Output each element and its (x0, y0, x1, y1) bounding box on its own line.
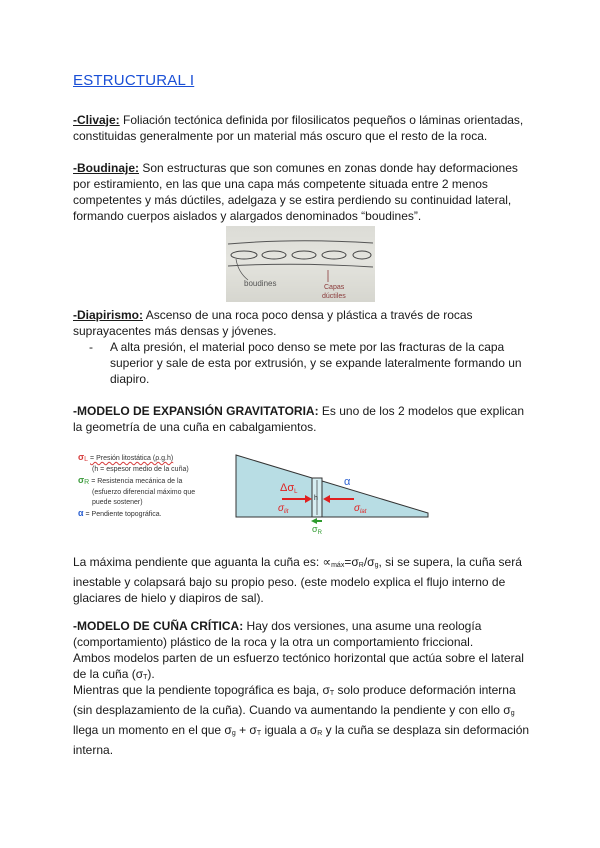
boudinage-sketch-image (226, 226, 375, 302)
capas-label: Capas (324, 284, 345, 291)
boudinaje-paragraph (73, 160, 533, 224)
ambos-text-1: Ambos modelos parten de un esfuerzo tectónico horizontal que actúa sobre el lateral de la cuña (σ (73, 651, 524, 681)
mientras-t5: iguala a σ (261, 723, 318, 737)
sigma-left-label: $\sigma_{lit}$ (278, 503, 289, 515)
mientras-s3: g (231, 730, 236, 737)
expansion-term: -MODELO DE EXPANSIÓN GRAVITATORIA: (73, 404, 319, 418)
maxslope-sub-3: g (374, 562, 379, 569)
ambos-text-2: ). (147, 667, 155, 681)
alpha-symbol: α (78, 508, 84, 518)
diapirismo-text: Ascenso de una roca poco densa y plástica a través de rocas suprayacentes más densas y jóvenes. (73, 308, 473, 338)
maxslope-text-4: , si se supera, la cuña será inestable y colapsará bajo su propio peso. (este modelo explica el flujo interno de glaciares de hielo y diapiros de sal). (73, 555, 522, 605)
clivaje-term: -Clivaje: (73, 113, 120, 127)
mientras-t4: + σ (235, 723, 257, 737)
delta-sigma-label: ΔσL (280, 482, 298, 495)
critica-term: -MODELO DE CUÑA CRÍTICA: (73, 619, 244, 633)
mientras-t1: Mientras que la pendiente topográfica es baja, σ (73, 683, 330, 697)
legend-slope: = Pendiente topográfica. (85, 511, 162, 518)
sigma-r-symbol: σ (78, 475, 85, 485)
legend-resist-1: = Resistencia mecánica de la (91, 478, 183, 485)
bullet-dash: - (89, 340, 93, 354)
mientras-s5: R (317, 730, 323, 737)
diapirismo-bullet (73, 339, 533, 387)
diapirismo-term: -Diapirismo: (73, 308, 144, 322)
diapirismo-paragraph (73, 307, 533, 339)
maxslope-sub-1: máx (331, 562, 345, 569)
maxslope-paragraph (73, 554, 533, 606)
critica-text: Hay dos versiones, una asume una reología (comportamiento) plástico de la roca y la otra un comportamiento friccional. (73, 619, 482, 649)
sigma-r-sub: R (84, 479, 90, 486)
ambos-sub-1: T (143, 674, 148, 681)
mientras-t6: y la cuña se desplaza sin deformación interna. (73, 723, 530, 757)
ductiles-label: dúctiles (322, 293, 346, 300)
mientras-s4: T (256, 730, 262, 737)
mientras-s1: T (329, 690, 335, 697)
boudinaje-term: -Boudinaje: (73, 161, 139, 175)
sigma-l-sub: L (84, 456, 89, 463)
expansion-text: Es uno de los 2 modelos que explican la geometría de una cuña en cabalgamientos. (73, 404, 525, 434)
alpha-label: α (344, 476, 351, 488)
clivaje-paragraph (73, 112, 533, 144)
expansion-paragraph (73, 403, 533, 435)
legend-pressure: = Presión litostática (ρ.g.h) (90, 455, 174, 462)
boudinage-sketch-drawing (226, 226, 375, 302)
sigma-l-symbol: σ (78, 452, 85, 462)
page-title: ESTRUCTURAL I (73, 72, 195, 89)
legend-resist-2: (esfuerzo diferencial máximo que (92, 489, 196, 496)
legend-thickness: (h = espesor medio de la cuña) (92, 466, 189, 473)
wedge-shape (236, 455, 428, 517)
wedge-diagram (234, 447, 430, 537)
boudinaje-text: Son estructuras que son comunes en zonas donde hay deformaciones por estiramiento, en las que una capa más competente situada entre 2 menos competentes y más dúctiles, adelgaza y se estira perdiendo su continuidad lateral, formando cuerpos aislados y alargados denominados “boudines”. (73, 161, 518, 223)
mientras-t3: llega un momento en el que σ (73, 723, 232, 737)
figure-legend (78, 452, 218, 542)
clivaje-text: Foliación tectónica definida por filosilicatos pequeños o láminas orientadas, constituidas generalmente por un material más oscuro que el resto de la roca. (73, 113, 524, 143)
mientras-paragraph (73, 682, 533, 758)
sigma-right-label: $\sigma_{lat}$ (354, 503, 367, 515)
mientras-s2: g (510, 710, 515, 717)
sigma-bottom-label: $\sigma_R$ (312, 524, 322, 536)
h-label: h (314, 495, 318, 502)
mientras-t2: solo produce deformación interna (sin desplazamiento de la cuña). Cuando va aumentando la pendiente y con ello σ (73, 683, 516, 717)
legend-resist-3: puede sostener) (92, 499, 143, 506)
critica-paragraph (73, 618, 533, 650)
maxslope-text-3: /σ (363, 555, 375, 569)
maxslope-text-2: =σ (344, 555, 359, 569)
ambos-paragraph (73, 650, 533, 686)
maxslope-sub-2: R (358, 562, 364, 569)
boudines-label: boudines (244, 279, 277, 288)
bullet-text: A alta presión, el material poco denso se mete por las fracturas de la capa superior y sale de esta por extrusión, y se expande lateralmente formando un diapiro. (110, 340, 522, 386)
maxslope-text-1: La máxima pendiente que aguanta la cuña es: ∝ (73, 555, 332, 569)
